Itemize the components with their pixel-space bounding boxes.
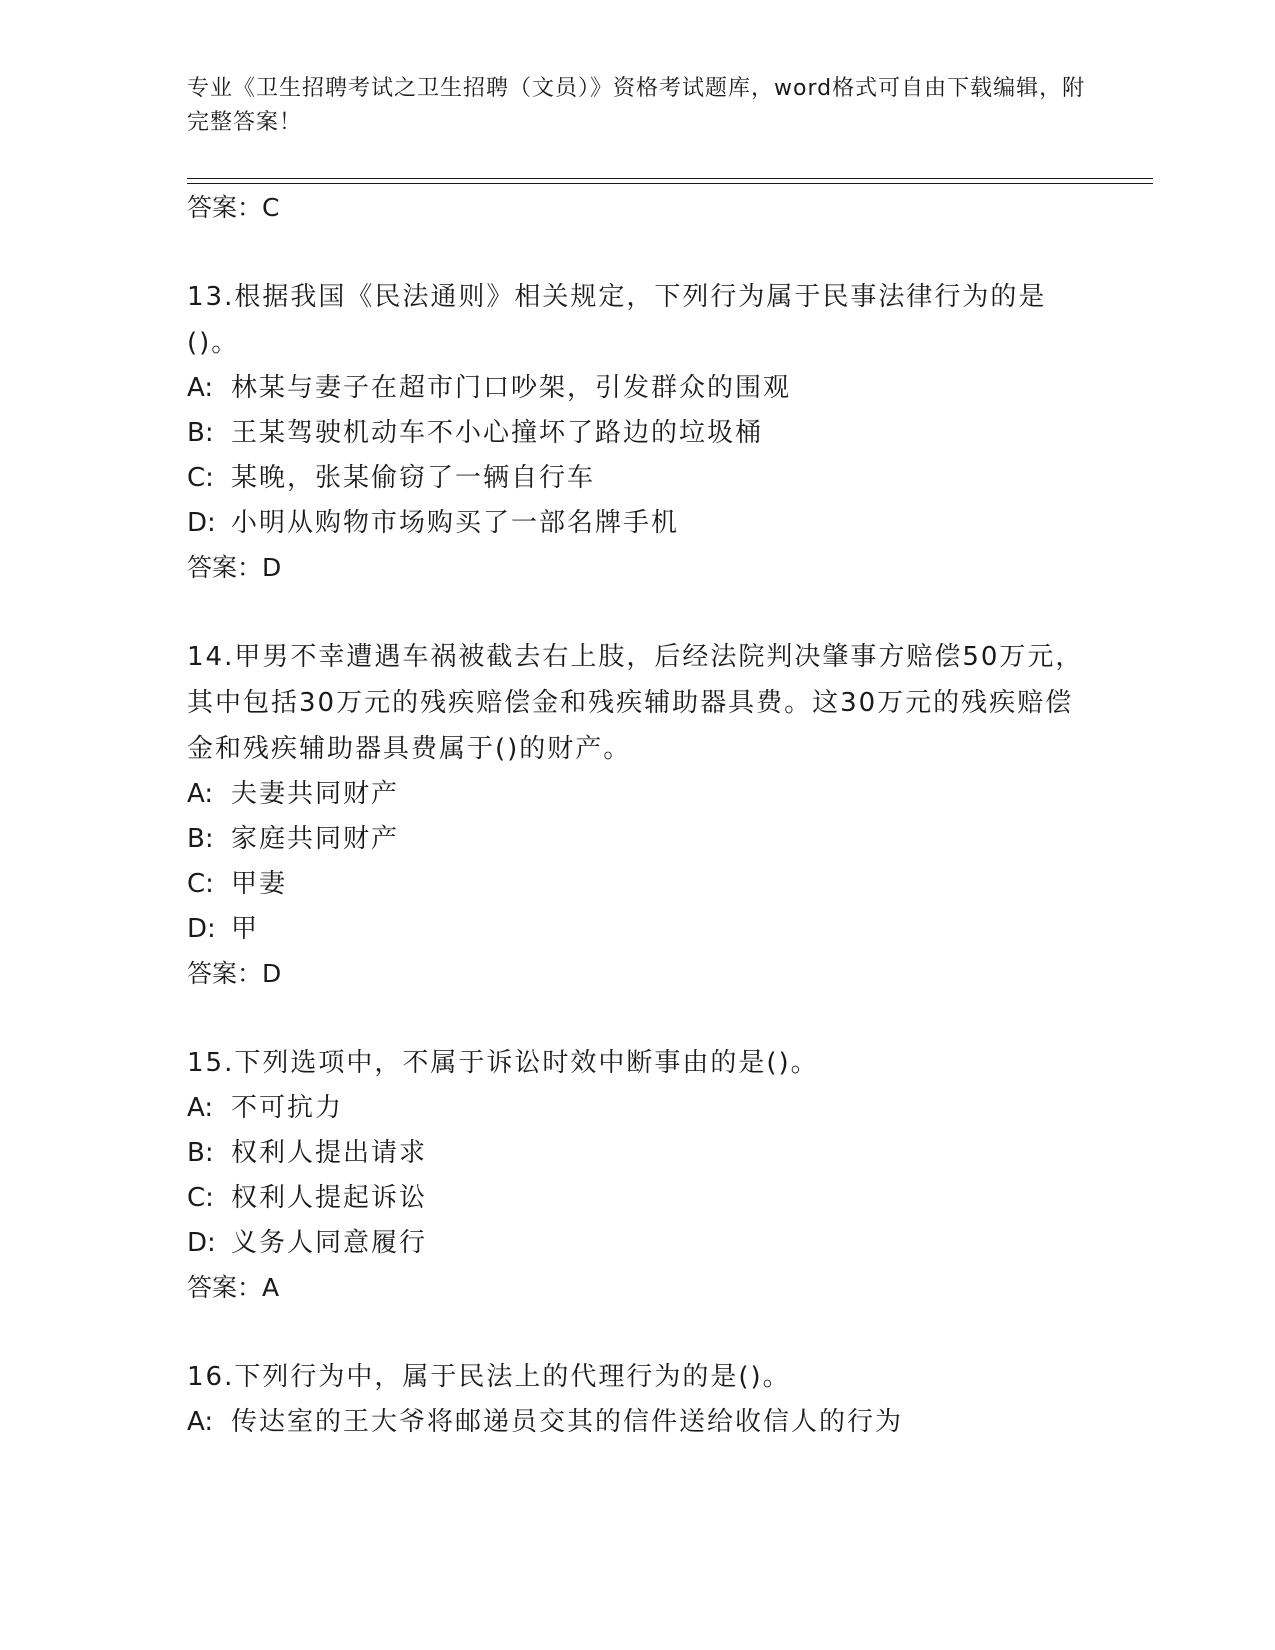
option-text: 夫妻共同财产	[231, 779, 400, 809]
header-rule-top	[187, 178, 1153, 179]
question-text: 13.根据我国《民法通则》相关规定，下列行为属于民事法律行为的是()。	[187, 282, 1047, 358]
option-c	[187, 1176, 1087, 1221]
option-letter: D:	[187, 914, 216, 944]
option-d	[187, 907, 1087, 952]
question-14	[187, 634, 1087, 996]
option-c	[187, 456, 1087, 501]
option-b	[187, 817, 1087, 862]
option-letter: B:	[187, 418, 214, 448]
question-text: 14.甲男不幸遭遇车祸被截去右上肢，后经法院判决肇事方赔偿50万元，其中包括30万元的残疾赔偿金和残疾辅助器具费。这30万元的残疾赔偿金和残疾辅助器具费属于()的财产。	[187, 642, 1084, 764]
option-text: 权利人提出请求	[231, 1138, 428, 1168]
option-text: 家庭共同财产	[231, 824, 400, 854]
option-b	[187, 411, 1087, 456]
option-text: 不可抗力	[231, 1093, 344, 1123]
question-13	[187, 274, 1087, 590]
option-a	[187, 1400, 1087, 1445]
header-rule-bottom	[187, 183, 1153, 184]
option-text: 权利人提起诉讼	[231, 1183, 428, 1213]
option-text: 林某与妻子在超市门口吵架，引发群众的围观	[231, 373, 792, 403]
document-header	[187, 72, 1087, 140]
option-letter: C:	[187, 463, 214, 493]
option-b	[187, 1131, 1087, 1176]
answer-line: 答案：D	[187, 553, 282, 582]
option-text: 甲	[231, 914, 260, 944]
option-letter: A:	[187, 373, 214, 403]
option-text: 传达室的王大爷将邮递员交其的信件送给收信人的行为	[231, 1407, 904, 1437]
question-16	[187, 1354, 1087, 1445]
option-letter: A:	[187, 779, 214, 809]
option-letter: C:	[187, 869, 214, 899]
option-text: 小明从购物市场购买了一部名牌手机	[231, 508, 680, 538]
option-text: 甲妻	[231, 869, 288, 899]
option-letter: D:	[187, 1228, 216, 1258]
option-a	[187, 772, 1087, 817]
option-a	[187, 366, 1087, 411]
option-d	[187, 1221, 1087, 1266]
answer-line: 答案：A	[187, 1273, 280, 1302]
option-a	[187, 1086, 1087, 1131]
question-text: 16.下列行为中，属于民法上的代理行为的是()。	[187, 1362, 791, 1392]
option-letter: B:	[187, 1138, 214, 1168]
option-d	[187, 501, 1087, 546]
option-letter: A:	[187, 1093, 214, 1123]
option-text: 义务人同意履行	[231, 1228, 428, 1258]
option-text: 某晚，张某偷窃了一辆自行车	[231, 463, 596, 493]
header-text: 专业《卫生招聘考试之卫生招聘（文员）》资格考试题库，word格式可自由下载编辑，附完整答案！	[187, 76, 1086, 135]
option-letter: B:	[187, 824, 214, 854]
option-letter: A:	[187, 1407, 214, 1437]
question-15	[187, 1040, 1087, 1310]
option-c	[187, 862, 1087, 907]
option-text: 王某驾驶机动车不小心撞坏了路边的垃圾桶	[231, 418, 764, 448]
answer-line: 答案：C	[187, 193, 280, 222]
answer-line: 答案：D	[187, 959, 282, 988]
document-body	[187, 186, 1087, 1445]
option-letter: D:	[187, 508, 216, 538]
option-letter: C:	[187, 1183, 214, 1213]
question-text: 15.下列选项中，不属于诉讼时效中断事由的是()。	[187, 1048, 819, 1078]
